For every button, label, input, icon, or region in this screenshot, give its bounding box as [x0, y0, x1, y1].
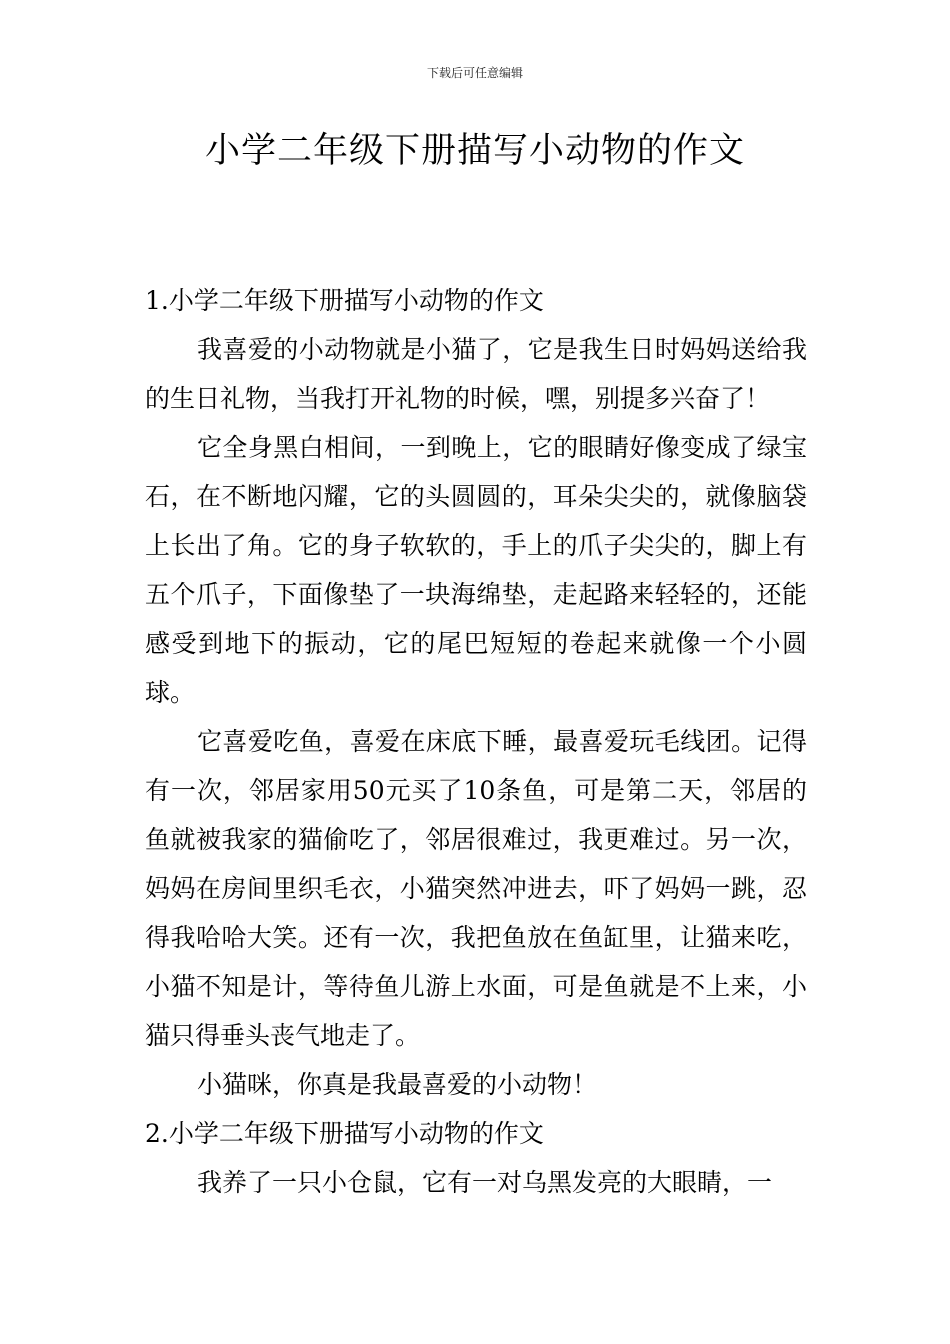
document-title: 小学二年级下册描写小动物的作文: [204, 131, 745, 171]
paragraph: 它全身黑白相间，一到晚上，它的眼睛好像变成了绿宝石，在不断地闪耀，它的头圆圆的，耳朵尖尖的，就像脑袋上长出了角。它的身子软软的，手上的爪子尖尖的，脚上有五个爪子，下面像垫了一块海绵垫，走起路来轻轻的，还能感受到地下的振动，它的尾巴短短的卷起来就像一个小圆球。: [145, 433, 807, 707]
page-header: 下载后可任意编辑: [426, 66, 523, 80]
section-heading: 1.小学二年级下册描写小动物的作文: [145, 286, 544, 315]
paragraph: 我养了一只小仓鼠，它有一对乌黑发亮的大眼睛，一: [197, 1168, 773, 1197]
paragraph: 它喜爱吃鱼，喜爱在床底下睡，最喜爱玩毛线团。记得有一次，邻居家用50元买了10条鱼，可是第二天，邻居的鱼就被我家的猫偷吃了，邻居很难过，我更难过。另一次，妈妈在房间里织毛衣，小猫突然冲进去，吓了妈妈一跳，忍得我哈哈大笑。还有一次，我把鱼放在鱼缸里，让猫来吃，小猫不知是计，等待鱼儿游上水面，可是鱼就是不上来，小猫只得垂头丧气地走了。: [145, 727, 807, 1050]
document-body: [145, 276, 807, 1207]
paragraph: 我喜爱的小动物就是小猫了，它是我生日时妈妈送给我的生日礼物，当我打开礼物的时候，嘿，别提多兴奋了！: [145, 335, 807, 413]
section-heading: 2.小学二年级下册描写小动物的作文: [145, 1119, 544, 1148]
paragraph: 小猫咪，你真是我最喜爱的小动物！: [197, 1070, 598, 1099]
